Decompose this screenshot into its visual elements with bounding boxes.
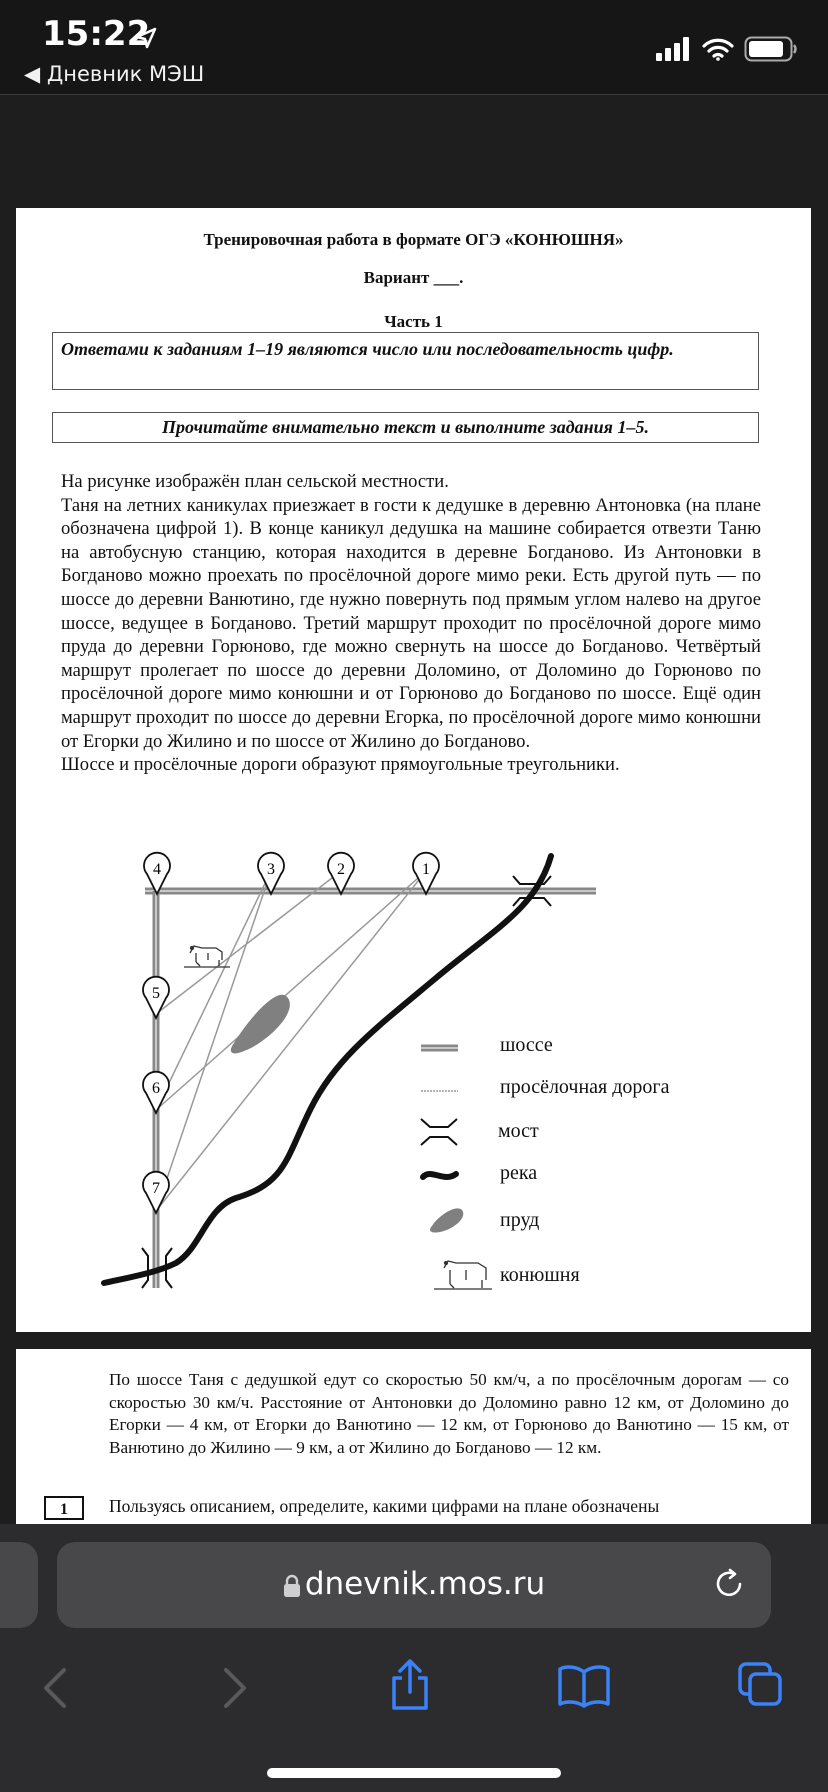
bookmarks-icon[interactable] [558, 1664, 610, 1708]
legend-label-highway: шоссе [500, 1034, 553, 1056]
marker-6 [143, 1072, 169, 1113]
url-display[interactable] [57, 1566, 771, 1602]
legend-label-stable: конюшня [500, 1264, 580, 1286]
url-text: dnevnik.mos.ru [304, 1566, 546, 1602]
stable-icon [184, 946, 230, 967]
forward-arrow-icon[interactable] [220, 1666, 250, 1710]
variant-line: Вариант ___. [363, 268, 464, 287]
marker-3-label: 3 [267, 861, 275, 878]
wifi-icon [702, 37, 734, 61]
legend-pond-icon [430, 1208, 463, 1232]
legend-label-dirt-road: просёлочная дорога [500, 1076, 670, 1098]
legend-label-pond: пруд [500, 1209, 540, 1231]
browser-toolbar [0, 1524, 828, 1792]
signal-icon [656, 37, 692, 61]
lock-icon [283, 1574, 301, 1598]
marker-7-label: 7 [152, 1180, 160, 1197]
marker-6-label: 6 [152, 1080, 160, 1097]
village-map [16, 208, 811, 1332]
paragraph-triangles: Шоссе и просёлочные дороги образуют прямоугольные треугольники. [61, 754, 620, 776]
pond [231, 995, 290, 1054]
clock: 15:22 [42, 14, 151, 54]
legend-symbols [421, 1048, 492, 1289]
address-bar[interactable] [57, 1542, 771, 1628]
back-to-app-link[interactable]: ◀ Дневник МЭШ [24, 62, 205, 86]
document-title: Тренировочная работа в формате ОГЭ «КОНЮШНЯ» [203, 230, 624, 249]
marker-4-label: 4 [153, 861, 161, 878]
answers-note: Ответами к заданиям 1–19 являются число или последовательность цифр. [61, 339, 674, 359]
paragraph-story: Таня на летних каникулах приезжает в гости к дедушке в деревню Антоновка (на плане обозначена цифрой 1). В конце каникул дедушка на машине собирается отвезти Таню на автобусную станцию, которая находится в деревне Богданово. Из Антоновки в Богданово можно проехать по просёлочной дороге мимо реки. Есть другой путь — по шоссе до деревни Ванютино, где нужно повернуть под прямым углом налево на другое шоссе, ведущее в Богданово. Третий маршрут проходит по просёлочной дороге мимо пруда до деревни Горюново, где можно свернуть на шоссе до Богданово. Четвёртый маршрут пролегает по шоссе до деревни Доломино, от Доломино до Горюново по просёлочной дороге мимо конюшни и от Горюново до Богданово по шоссе. Ещё один маршрут проходит по шоссе до деревни Егорка, по просёлочной дороге мимо конюшни от Егорки до Жилино и по шоссе от Жилино до Богданово. [61, 494, 761, 752]
marker-7 [143, 1172, 169, 1213]
legend-label-bridge: мост [498, 1120, 539, 1142]
previous-tab-preview[interactable] [0, 1542, 38, 1628]
legend-river-icon [423, 1174, 456, 1177]
document-page-1 [16, 208, 811, 1332]
marker-5-label: 5 [152, 985, 160, 1002]
dirt-roads [156, 871, 426, 1211]
map-markers [143, 853, 439, 1213]
river [104, 856, 551, 1283]
marker-2-label: 2 [337, 861, 345, 878]
tabs-icon[interactable] [736, 1660, 784, 1708]
location-arrow-icon [134, 26, 158, 50]
legend-stable-icon [434, 1261, 492, 1289]
legend-bridge-icon [421, 1119, 457, 1145]
reload-icon[interactable] [711, 1566, 747, 1602]
status-bar [0, 0, 828, 95]
task-number: 1 [44, 1496, 84, 1520]
part-heading: Часть 1 [384, 312, 443, 331]
share-icon[interactable] [386, 1658, 434, 1712]
speeds-and-distances-text: По шоссе Таня с дедушкой едут со скоростью 50 км/ч, а по просёлочным дорогам — со скоростью 30 км/ч. Расстояние от Антоновки до Доломино равно 12 км, от Доломино до Егорки — 4 км, от Егорки до Ванютино — 12 км, от Горюново до Ванютино — 15 км, от Ванютино до Жилино — 9 км, а от Жилино до Богданово — 12 км. [109, 1370, 789, 1457]
battery-icon [744, 36, 798, 62]
marker-5 [143, 977, 169, 1018]
paragraph-intro: На рисунке изображён план сельской местности. [61, 471, 449, 492]
legend-label-river: река [500, 1162, 538, 1184]
task-text: Пользуясь описанием, определите, какими цифрами на плане обозначены [109, 1496, 660, 1516]
document-page-2 [16, 1349, 811, 1524]
back-arrow-icon[interactable] [40, 1666, 70, 1710]
marker-1-label: 1 [422, 861, 430, 878]
status-divider [0, 94, 828, 95]
home-indicator[interactable] [267, 1768, 561, 1778]
read-note: Прочитайте внимательно текст и выполните задания 1–5. [162, 417, 649, 437]
